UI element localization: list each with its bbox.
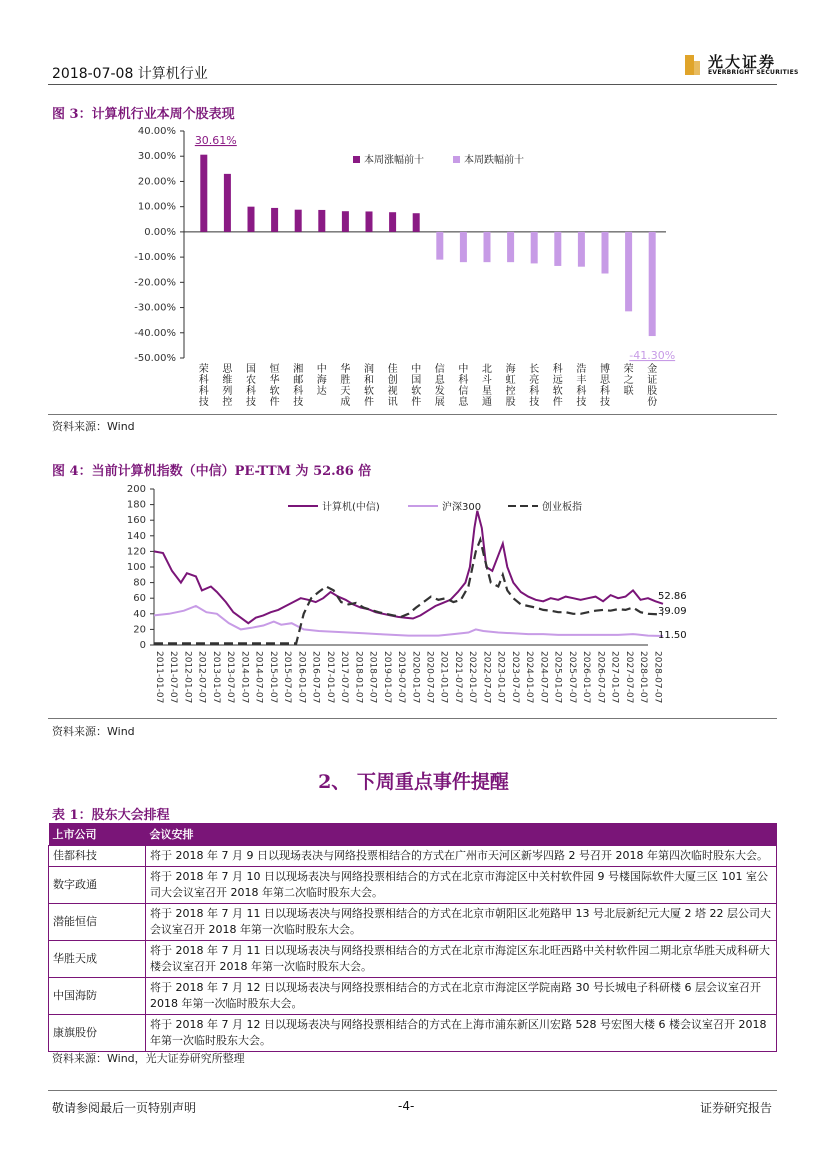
category-label: 润和软件: [364, 364, 374, 408]
end-value-label: 52.86: [658, 591, 687, 602]
y-tick-label: 20: [133, 624, 146, 636]
bar: [389, 212, 396, 232]
legend-swatch-up: [353, 156, 360, 163]
bar: [366, 211, 373, 231]
category-label: 湘邮科技: [293, 364, 304, 408]
x-tick-label: 2022-07-07: [481, 651, 492, 704]
category-label: 海虹控股: [505, 364, 516, 408]
y-tick-label: 140: [126, 530, 146, 542]
y-tick-label: -10.00%: [134, 252, 176, 264]
x-tick-label: 2015-07-07: [282, 651, 293, 704]
y-tick-label: 160: [126, 515, 146, 527]
meeting-cell: 将于 2018 年 7 月 9 日以现场表决与网络投票相结合的方式在广州市天河区新岑四路 2 号召开 2018 年第四次临时股东大会。: [146, 846, 777, 867]
x-tick-label: 2021-01-07: [438, 651, 449, 704]
x-tick-label: 2023-01-07: [495, 651, 506, 704]
company-cell: 数字政通: [49, 867, 146, 904]
legend-label: 沪深300: [442, 502, 482, 513]
series-line: [154, 511, 663, 623]
x-tick-label: 2020-01-07: [410, 651, 421, 704]
figure3-source: 资料来源：Wind: [52, 420, 135, 433]
bar: [413, 213, 420, 232]
x-tick-label: 2020-07-07: [424, 651, 435, 704]
table-row: [49, 904, 777, 941]
table-row: [49, 867, 777, 904]
table-row: [49, 978, 777, 1015]
end-value-label: 11.50: [658, 630, 687, 641]
data-label-min: -41.30%: [629, 349, 676, 362]
x-tick-label: 2022-01-07: [467, 651, 478, 704]
y-tick-label: -50.00%: [134, 353, 176, 364]
category-label: 北斗星通: [482, 364, 492, 408]
y-tick-label: 30.00%: [137, 151, 176, 163]
y-tick-label: 180: [126, 499, 146, 511]
figure4-bottom-rule: [48, 718, 777, 719]
meeting-cell: 将于 2018 年 7 月 11 日以现场表决与网络投票相结合的方式在北京市朝阳区北苑路甲 13 号北辰新纪元大厦 2 塔 22 层公司大会议室召开 2018 年第一次临时股东大会。: [146, 904, 777, 941]
footer-rule: [48, 1090, 777, 1091]
x-tick-label: 2019-07-07: [396, 651, 407, 704]
x-tick-label: 2015-01-07: [267, 651, 278, 704]
series-line: [154, 606, 663, 636]
figure4-source: 资料来源：Wind: [52, 725, 135, 738]
category-label: 中国软件: [411, 364, 422, 408]
table-row: [49, 941, 777, 978]
category-label: 荣之联: [623, 364, 634, 397]
data-label-max: 30.61%: [194, 134, 237, 147]
footer-disclaimer: 敬请参阅最后一页特别声明: [52, 1101, 197, 1115]
y-tick-label: 0.00%: [144, 226, 176, 238]
series-line: [154, 540, 663, 644]
bar: [200, 155, 207, 232]
x-tick-label: 2017-07-07: [339, 651, 350, 704]
table-row: [49, 846, 777, 867]
header-meeting: 会议安排: [146, 823, 777, 846]
meeting-cell: 将于 2018 年 7 月 10 日以现场表决与网络投票相结合的方式在北京市海淀区中关村软件园 9 号楼国际软件大厦三区 101 室公司大会议室召开 2018 年第二次临时股东大会。: [146, 867, 777, 904]
y-tick-label: 40: [133, 608, 146, 620]
y-tick-label: -20.00%: [134, 277, 176, 289]
bar: [460, 232, 467, 262]
x-tick-label: 2014-07-07: [253, 651, 264, 704]
y-tick-label: 20.00%: [137, 176, 176, 188]
company-cell: 华胜天成: [49, 941, 146, 978]
company-cell: 康旗股份: [49, 1015, 146, 1052]
category-label: 科远软件: [552, 364, 563, 408]
y-tick-label: 60: [133, 593, 146, 605]
category-label: 博思科技: [600, 364, 610, 408]
bar: [602, 232, 609, 274]
y-tick-label: 100: [126, 562, 146, 573]
bar: [436, 232, 443, 260]
shareholder-meeting-table: [48, 823, 777, 1052]
x-tick-label: 2013-07-07: [225, 651, 236, 704]
x-tick-label: 2016-01-07: [296, 651, 307, 704]
x-tick-label: 2017-01-07: [324, 651, 335, 704]
x-tick-label: 2025-07-07: [566, 651, 577, 704]
header-rule: [48, 84, 777, 85]
x-tick-label: 2028-07-07: [652, 651, 663, 704]
x-tick-label: 2012-07-07: [196, 651, 207, 704]
x-tick-label: 2027-01-07: [609, 651, 620, 704]
company-cell: 佳都科技: [49, 846, 146, 867]
figure3-bottom-rule: [48, 414, 777, 415]
y-tick-label: -40.00%: [134, 327, 176, 339]
category-label: 荣科科技: [198, 364, 209, 408]
x-tick-label: 2024-07-07: [538, 651, 549, 704]
y-tick-label: -30.00%: [134, 302, 176, 314]
legend-label: 创业板指: [542, 502, 582, 513]
bar: [224, 174, 231, 232]
bar: [295, 210, 302, 232]
category-label: 长亮科技: [529, 364, 540, 408]
x-tick-label: 2014-01-07: [239, 651, 250, 704]
footer-report-type: 证券研究报告: [700, 1101, 773, 1115]
category-label: 金证股份: [647, 364, 658, 408]
y-tick-label: 10.00%: [137, 201, 176, 213]
table-row: [49, 1015, 777, 1052]
x-tick-label: 2013-01-07: [210, 651, 221, 704]
x-tick-label: 2027-07-07: [623, 651, 634, 704]
y-tick-label: 40.00%: [137, 126, 176, 137]
x-tick-label: 2012-01-07: [182, 651, 193, 704]
meeting-cell: 将于 2018 年 7 月 11 日以现场表决与网络投票相结合的方式在北京市海淀区东北旺西路中关村软件园二期北京华胜天成科研大楼会议室召开 2018 年第一次临时股东大会。: [146, 941, 777, 978]
category-label: 信息发展: [434, 364, 445, 408]
x-tick-label: 2026-01-07: [581, 651, 592, 704]
x-tick-label: 2028-01-07: [638, 651, 649, 704]
bar: [649, 232, 656, 336]
bar: [342, 211, 349, 232]
y-tick-label: 200: [126, 484, 146, 495]
logo-text-cn: 光大证券: [708, 53, 777, 71]
x-tick-label: 2026-07-07: [595, 651, 606, 704]
category-label: 国农科技: [246, 364, 256, 408]
x-tick-label: 2019-01-07: [381, 651, 392, 704]
legend-swatch-down: [453, 156, 460, 163]
bar: [625, 232, 632, 311]
bar: [531, 232, 538, 264]
category-label: 恒华软件: [269, 364, 280, 408]
legend-label-down: 本周跌幅前十: [464, 155, 524, 166]
meeting-cell: 将于 2018 年 7 月 12 日以现场表决与网络投票相结合的方式在上海市浦东新区川宏路 528 号宏图大楼 6 楼会议室召开 2018 年第一次临时股东大会。: [146, 1015, 777, 1052]
category-label: 中科信息: [458, 364, 469, 408]
bar: [248, 207, 255, 232]
table1-source: 资料来源：Wind，光大证券研究所整理: [52, 1052, 245, 1065]
x-tick-label: 2011-01-07: [154, 651, 164, 704]
bar: [318, 210, 325, 232]
category-label: 华胜天成: [340, 364, 351, 408]
x-tick-label: 2025-01-07: [552, 651, 563, 704]
figure3-title: 图 3：计算机行业本周个股表现: [52, 107, 235, 122]
y-tick-label: 80: [133, 577, 146, 589]
y-tick-label: 120: [126, 546, 146, 558]
x-tick-label: 2024-01-07: [524, 651, 535, 704]
bar: [271, 208, 278, 232]
figure4-line-chart: [48, 480, 777, 718]
x-tick-label: 2016-07-07: [310, 651, 321, 704]
section-heading: 2、 下周重点事件提醒: [318, 771, 509, 793]
bar: [484, 232, 491, 262]
legend-label: 计算机(中信): [322, 502, 380, 513]
x-tick-label: 2018-01-07: [353, 651, 364, 704]
logo-text-en: EVERBRIGHT SECURITIES: [708, 69, 799, 76]
header-company: 上市公司: [49, 823, 146, 846]
y-tick-label: 0: [139, 640, 146, 651]
company-cell: 中国海防: [49, 978, 146, 1015]
x-tick-label: 2021-07-07: [452, 651, 463, 704]
category-label: 浩丰科技: [576, 364, 587, 408]
category-label: 佳创视讯: [387, 364, 398, 408]
category-label: 中海达: [316, 364, 327, 397]
figure4-title: 图 4：当前计算机指数（中信）PE-TTM 为 52.86 倍: [52, 464, 372, 479]
x-tick-label: 2011-07-07: [168, 651, 179, 704]
legend-label-up: 本周涨幅前十: [364, 155, 424, 166]
bar: [507, 232, 514, 262]
meeting-cell: 将于 2018 年 7 月 12 日以现场表决与网络投票相结合的方式在北京市海淀区学院南路 30 号长城电子科研楼 6 层会议室召开 2018 年第一次临时股东大会。: [146, 978, 777, 1015]
end-value-label: 39.09: [658, 606, 687, 617]
everbright-logo-icon: [683, 53, 703, 77]
table1-title: 表 1：股东大会排程: [52, 808, 170, 823]
report-date-industry: 2018-07-08 计算机行业: [52, 66, 208, 82]
company-cell: 潜能恒信: [49, 904, 146, 941]
x-tick-label: 2018-07-07: [367, 651, 378, 704]
page-number: -4-: [398, 1099, 415, 1113]
bar: [578, 232, 585, 267]
bar: [554, 232, 561, 266]
category-label: 思维列控: [222, 364, 233, 408]
x-tick-label: 2023-07-07: [509, 651, 520, 704]
figure3-bar-chart: [48, 122, 777, 414]
